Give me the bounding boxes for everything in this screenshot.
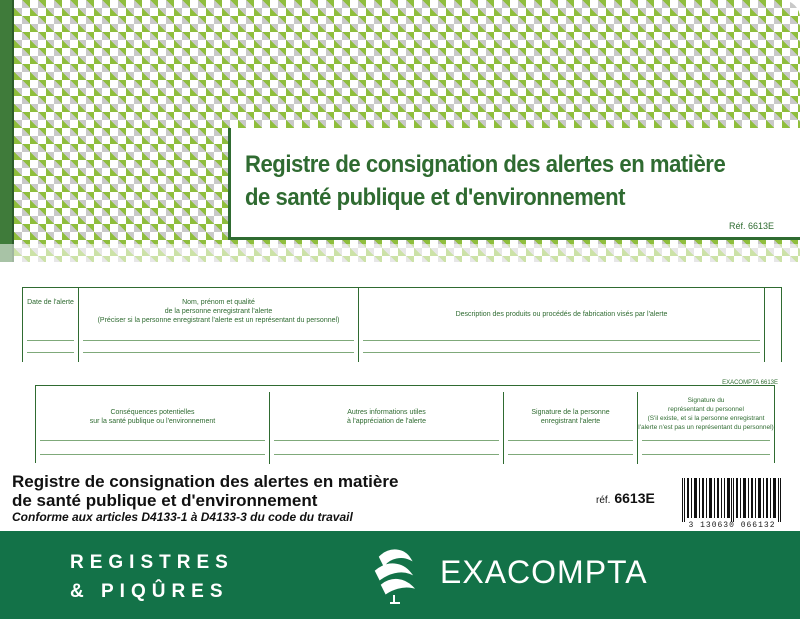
cover-title-line1: Registre de consignation des alertes en matière bbox=[245, 151, 726, 178]
tree-leaves-icon bbox=[370, 545, 425, 605]
cover-image bbox=[0, 0, 800, 262]
row-line bbox=[508, 454, 633, 455]
col-name-label-line1: Nom, prénom et qualité bbox=[182, 299, 255, 306]
col-other-info bbox=[270, 392, 504, 464]
label-title-line1: Registre de consignation des alertes en matière bbox=[12, 472, 399, 491]
col-name-label-line2: de la personne enregistrant l'alerte bbox=[164, 308, 273, 315]
row-line bbox=[642, 454, 770, 455]
col-signature-representative-line3: (S'il existe, et si la personne enregistrant bbox=[647, 415, 765, 422]
label-ref-code: 6613E bbox=[614, 490, 655, 506]
col-other-info-label bbox=[270, 408, 503, 426]
col-description-label: Description des produits ou procédés de fabrication visés par l'alerte bbox=[455, 311, 668, 318]
footer-category-line1: REGISTRES bbox=[70, 552, 234, 573]
footer-category-line2: & PIQÛRES bbox=[70, 581, 229, 602]
col-date bbox=[23, 288, 79, 362]
row-line bbox=[83, 352, 354, 353]
row-line bbox=[642, 440, 770, 441]
cover-title bbox=[245, 148, 742, 214]
row-line bbox=[83, 340, 354, 341]
footer-category bbox=[70, 548, 234, 606]
col-signature-person-line2: enregistrant l'alerte bbox=[540, 418, 601, 425]
label-ref-prefix: réf. bbox=[596, 495, 611, 506]
sheet-page-2 bbox=[35, 385, 775, 463]
label-title-line2: de santé publique et d'environnement bbox=[12, 491, 318, 510]
cover-ref: Réf. 6613E bbox=[728, 221, 774, 231]
barcode-icon bbox=[680, 478, 784, 522]
row-line bbox=[363, 340, 760, 341]
row-line bbox=[274, 454, 499, 455]
sheet-2-ref: EXACOMPTA 6613E bbox=[722, 380, 778, 386]
col-name bbox=[79, 288, 359, 362]
cover-spine bbox=[0, 0, 14, 262]
col-name-label-line3: (Préciser si la personne enregistrant l'alerte est un représentant du personnel) bbox=[97, 317, 340, 324]
brand-name: EXACOMPTA bbox=[440, 554, 648, 590]
row-line bbox=[508, 440, 633, 441]
col-other-info-line1: Autres informations utiles bbox=[347, 409, 426, 416]
col-other-info-line2: à l'appréciation de l'alerte bbox=[347, 418, 426, 425]
row-line bbox=[40, 454, 265, 455]
row-line bbox=[27, 352, 74, 353]
label-ref bbox=[596, 490, 655, 506]
col-signature-representative-line1: Signature du bbox=[687, 397, 725, 404]
col-signature-person-line1: Signature de la personne bbox=[531, 409, 610, 416]
col-signature-representative bbox=[638, 392, 774, 464]
col-consequences-line1: Conséquences potentielles bbox=[110, 409, 195, 416]
footer-bar bbox=[0, 531, 800, 619]
label-title bbox=[12, 472, 398, 510]
row-line bbox=[40, 440, 265, 441]
col-date-label: Date de l'alerte bbox=[27, 299, 74, 306]
col-consequences-label bbox=[36, 408, 269, 426]
sheet-1-header-row bbox=[23, 288, 781, 362]
col-signature-person-label bbox=[504, 408, 637, 426]
col-signature-representative-line2: représentant du personnel bbox=[668, 406, 744, 413]
row-line bbox=[274, 440, 499, 441]
cover-title-line2: de santé publique et d'environnement bbox=[245, 184, 626, 211]
col-signature-person bbox=[504, 392, 638, 464]
col-consequences bbox=[36, 392, 270, 464]
sheet-page-1 bbox=[22, 287, 782, 362]
barcode-number: 3 130630 066132 bbox=[688, 521, 776, 530]
col-consequences-line2: sur la santé publique ou l'environnement bbox=[89, 418, 216, 425]
label-subtitle: Conforme aux articles D4133-1 à D4133-3 du code du travail bbox=[12, 510, 353, 524]
col-signature-representative-line4: l'alerte n'est pas un représentant du personnel) bbox=[638, 424, 774, 431]
col-description bbox=[359, 288, 765, 362]
cover-title-box bbox=[228, 128, 800, 240]
cover-bottom-strip bbox=[0, 244, 800, 262]
row-line bbox=[27, 340, 74, 341]
col-signature-representative-label bbox=[638, 396, 774, 432]
col-name-label bbox=[79, 298, 358, 325]
row-line bbox=[363, 352, 760, 353]
